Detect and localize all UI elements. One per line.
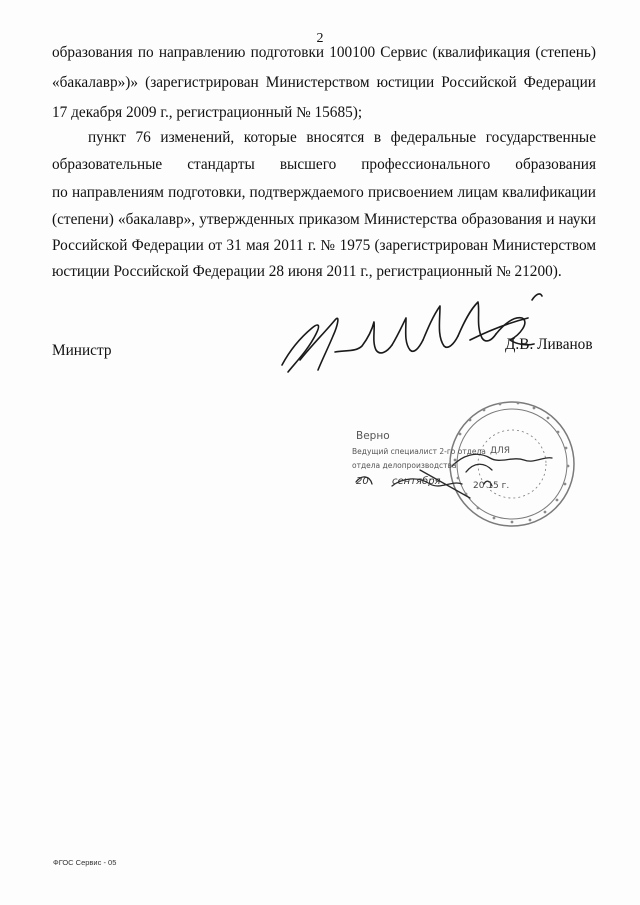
signer-title: Министр bbox=[52, 342, 112, 359]
paragraph-1-line-1: образования по направлению подготовки 100100 Сервис (квалификация (степень) bbox=[52, 44, 596, 61]
certification-day: 20 bbox=[356, 476, 369, 487]
certifier-position-line-1: Ведущий специалист 2-го отдела bbox=[352, 447, 486, 456]
paragraph-1-line-3: 17 декабря 2009 г., регистрационный № 15685); bbox=[52, 104, 363, 121]
paragraph-2-line-1: пункт 76 изменений, которые вносятся в федеральные государственные bbox=[88, 129, 596, 146]
paragraph-2-line-3: по направлениям подготовки, подтверждаемого присвоением лицам квалификации bbox=[52, 184, 596, 201]
paragraph-2-line-4: (степени) «бакалавр», утвержденных приказом Министерства образования и науки bbox=[52, 211, 596, 228]
certification-year: 20 15 г. bbox=[473, 481, 510, 491]
certified-mark: Верно bbox=[356, 430, 390, 442]
paragraph-2-line-6: юстиции Российской Федерации 28 июня 2011 г., регистрационный № 21200). bbox=[52, 263, 562, 280]
page-number: 2 bbox=[316, 31, 324, 46]
certification-month: сентября bbox=[392, 476, 441, 487]
paragraph-2-line-2: образовательные стандарты высшего профессионального образования bbox=[52, 156, 596, 173]
document-footer: ФГОС Сервис - 05 bbox=[53, 858, 117, 867]
certifier-position-line-2: отдела делопроизводства bbox=[352, 461, 457, 470]
paragraph-2-line-5: Российской Федерации от 31 мая 2011 г. № 1975 (зарегистрирован Министерством bbox=[52, 237, 596, 254]
signer-name: Д.В. Ливанов bbox=[505, 336, 593, 353]
stamp-dly-text: ДЛЯ bbox=[490, 446, 511, 456]
paragraph-1-line-2: «бакалавр»)» (зарегистрирован Министерством юстиции Российской Федерации bbox=[52, 74, 596, 91]
